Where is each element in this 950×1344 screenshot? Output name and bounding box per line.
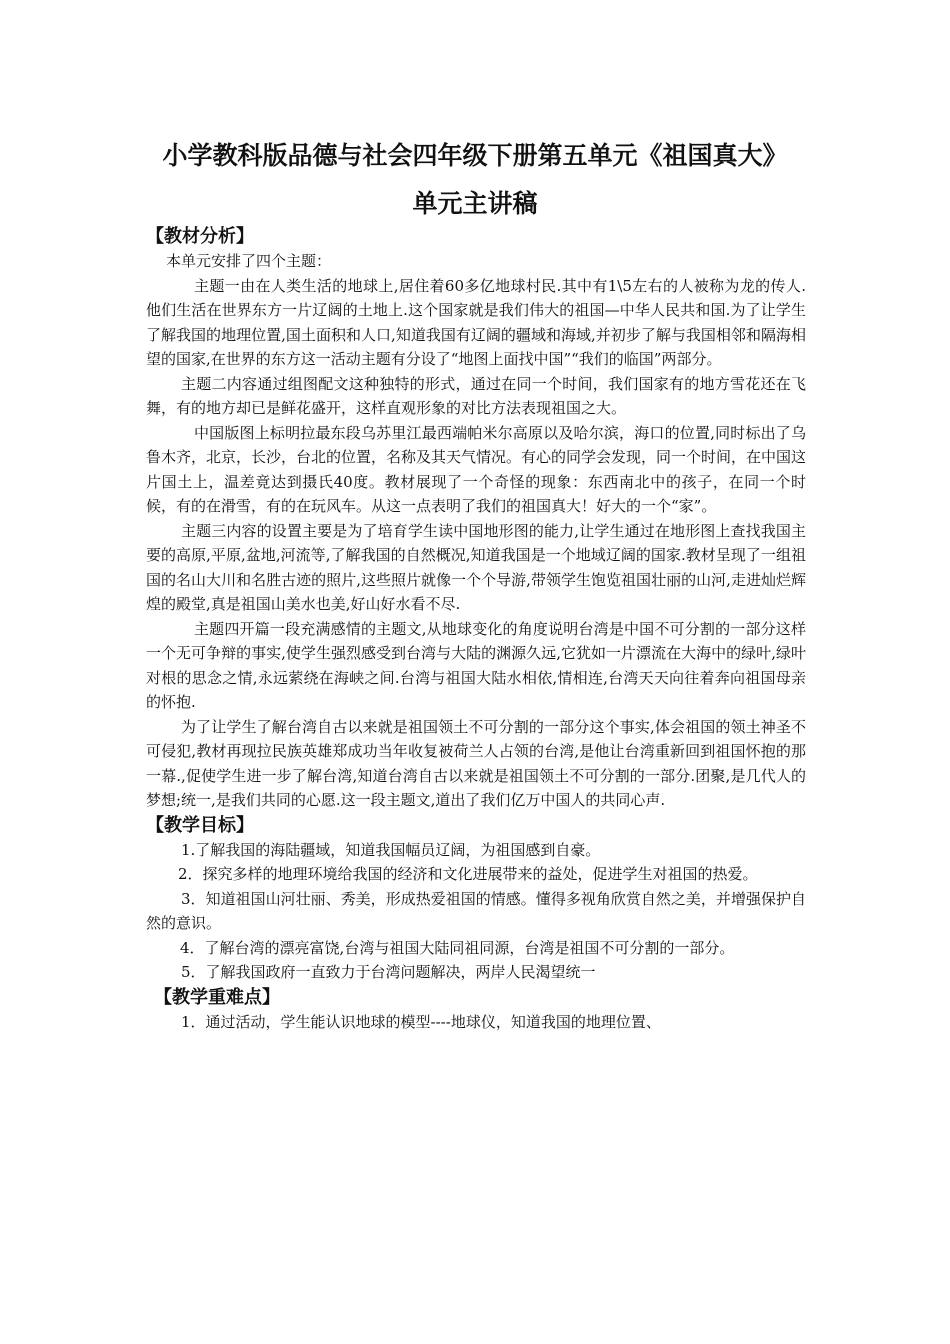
section-heading-goals: 【教学目标】 [146,814,254,836]
analysis-paragraph: 主题一由在人类生活的地球上,居住着60多亿地球村民.其中有1\5左右的人被称为龙的传人.他们生活在世界东方一片辽阔的土地上.这个国家就是我们伟大的祖国—中华人民共和国.为了让学生了解我国的地理位置,国土面积和人口,知道我国有辽阔的疆域和海域,并初步了解与我国相邻和隔海相望的国家,在世界的东方这一活动主题有分设了“地图上面找中国”“我们的临国”两部分。 [146,276,806,368]
analysis-paragraph: 中国版图上标明拉最东段乌苏里江最西端帕米尔高原以及哈尔滨，海口的位置,同时标出了乌鲁木齐，北京，长沙，台北的位置，名称及其天气情况。有心的同学会发现，同一个时间，在中国这片国土上，温差竟达到摄氏40度。教材展现了一个奇怪的现象：东西南北中的孩子，在同一个时候，有的在滑雪，有的在玩风车。从这一点表明了我们的祖国真大！好大的一个“家”。 [146,423,807,515]
goal-item: 3．知道祖国山河壮丽、秀美，形成热爱祖国的情感。懂得多视角欣赏自然之美，并增强保护自然的意识。 [146,889,806,932]
section-heading-analysis: 【教材分析】 [146,226,254,247]
analysis-intro: 本单元安排了四个主题： [166,252,332,270]
document-body [146,224,806,1034]
document-title: 小学教科版品德与社会四年级下册第五单元《祖国真大》 [162,141,788,170]
analysis-paragraph: 主题二内容通过组图配文这种独特的形式，通过在同一个时间，我们国家有的地方雪花还在飞舞，有的地方却已是鲜花盛开，这样直观形象的对比方法表现祖国之大。 [146,374,806,417]
analysis-paragraph: 主题三内容的设置主要是为了培育学生读中国地形图的能力,让学生通过在地形图上查找我国主要的高原,平原,盆地,河流等,了解我国的自然概况,知道我国是一个地域辽阔的国家.教材呈现了一组祖国的名山大川和名胜古迹的照片,这些照片就像一个个导游,带领学生饱览祖国壮丽的山河,走进灿烂辉煌的殿堂,真是祖国山美水也美,好山好水看不尽. [146,521,806,613]
analysis-paragraph: 为了让学生了解台湾自古以来就是祖国领土不可分割的一部分这个事实,体会祖国的领土神圣不可侵犯,教材再现拉民族英雄郑成功当年收复被荷兰人占领的台湾,是他让台湾重新回到祖国怀抱的那一幕.,促使学生进一步了解台湾,知道台湾自古以来就是祖国领土不可分割的一部分.团聚,是几代人的梦想;统一,是我们共同的心愿.这一段主题文,道出了我们亿万中国人的共同心声. [146,717,806,809]
goal-item: 2．探究多样的地理环境给我国的经济和文化进展带来的益处，促进学生对祖国的热爱。 [178,865,758,883]
document-subtitle: 单元主讲稿 [412,189,538,218]
section-heading-key-points: 【教学重难点】 [154,986,280,1008]
key-point-item: 1．通过活动，学生能认识地球的模型----地球仪，知道我国的地理位置、 [181,1012,661,1031]
analysis-paragraph: 主题四开篇一段充满感情的主题文,从地球变化的角度说明台湾是中国不可分割的一部分这样一个无可争辩的事实,使学生强烈感受到台湾与大陆的渊源久远,它犹如一片漂流在大海中的绿叶,绿叶对根的思念之情,永远萦绕在海峡之间.台湾与祖国大陆水相依,情相连,台湾天天向往着奔向祖国母亲的怀抱. [146,619,806,711]
goal-item: 1.了解我国的海陆疆域，知道我国幅员辽阔，为祖国感到自豪。 [181,840,601,859]
goal-item: 4．了解台湾的漂亮富饶,台湾与祖国大陆同祖同源，台湾是祖国不可分割的一部分。 [180,938,735,957]
goal-item: 5．了解我国政府一直致力于台湾问题解决，两岸人民渴望统一 [181,963,596,981]
